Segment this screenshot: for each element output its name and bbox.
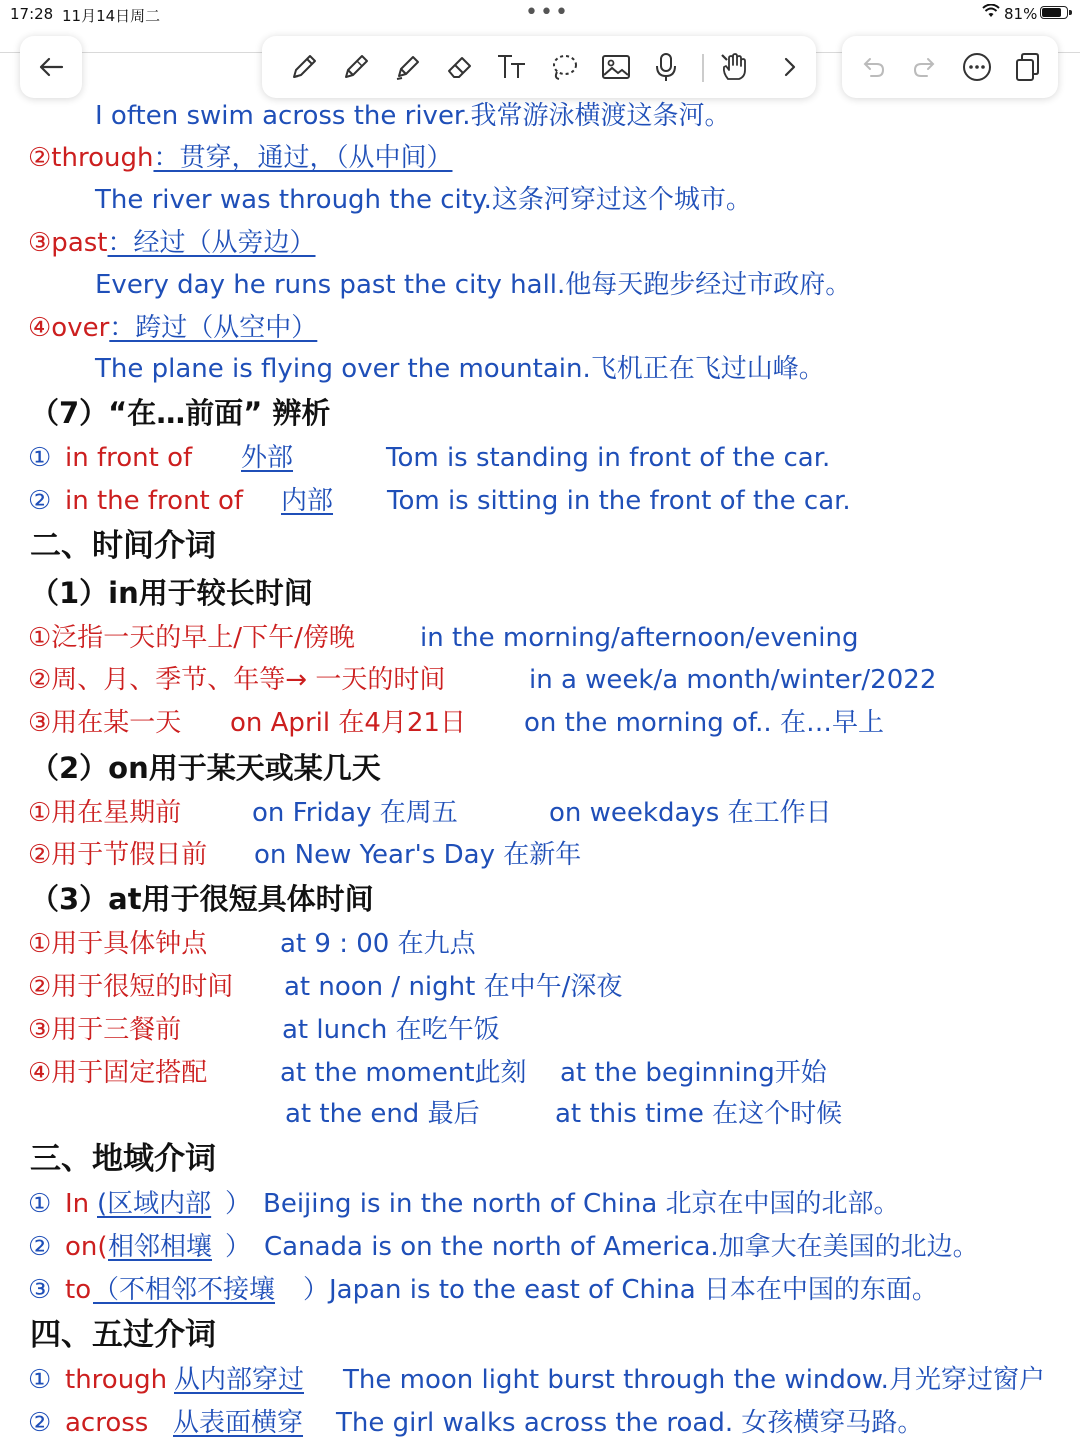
- rule-meaning: ：跨过（从空中）: [109, 313, 318, 343]
- example-phrase: in the morning/afternoon/evening: [420, 623, 859, 653]
- rule-row: [28, 1273, 1068, 1307]
- example-phrase: in a week/a month/winter/2022: [529, 665, 937, 695]
- example-phrase: on Friday 在周五: [252, 798, 458, 828]
- rule-row: [28, 1187, 1068, 1221]
- rule-meaning: 内部: [281, 486, 334, 516]
- subheading: （2）on用于某天或某几天: [30, 751, 381, 785]
- section-heading: 四、五过介词: [30, 1317, 216, 1353]
- rule-row: [28, 796, 1068, 830]
- rule-meaning: ：贯穿，通过，（从中间）: [153, 143, 453, 173]
- number-marker: ③: [28, 1275, 52, 1305]
- example-phrase: at the end 最后: [285, 1099, 480, 1129]
- example-phrase: at lunch 在吃午饭: [282, 1015, 500, 1045]
- rule-row: [28, 970, 1068, 1004]
- rule-label: in front of: [65, 443, 193, 473]
- rule-label: in the front of: [65, 486, 244, 516]
- example-phrase: at the moment此刻: [280, 1058, 527, 1088]
- example-sentence: The river was through the city.这条河穿过这个城市。: [95, 185, 752, 215]
- rule-label: ④用于固定搭配: [28, 1058, 208, 1088]
- battery-percentage: 81%: [1004, 5, 1038, 23]
- example-sentence: Every day he runs past the city hall.他每天跑步经过市政府。: [95, 270, 852, 300]
- rule-label: ③用于三餐前: [28, 1015, 182, 1045]
- rule-row: [28, 838, 1068, 872]
- rule-line: [28, 141, 452, 175]
- example-sentence: Japan is to the east of China 日本在中国的东面。: [329, 1275, 938, 1305]
- rule-label: ②用于很短的时间: [28, 972, 234, 1002]
- subheading: （3）at用于很短具体时间: [30, 882, 374, 916]
- status-time: 17:28: [10, 5, 54, 23]
- example-sentence: The girl walks across the road. 女孩横穿马路。: [336, 1408, 924, 1438]
- section-heading: 三、地域介词: [30, 1141, 216, 1177]
- example-sentence: Tom is sitting in the front of the car.: [387, 486, 851, 516]
- number-marker: ②: [28, 1232, 52, 1262]
- rule-label: ②周、月、季节、年等→ 一天的时间: [28, 665, 446, 695]
- rule-row: [28, 1230, 1068, 1264]
- rule-row: [28, 1013, 1068, 1047]
- rule-meaning: （不相邻不接壤: [93, 1275, 276, 1305]
- bracket-close: ）: [225, 1189, 252, 1219]
- section-heading: 二、时间介词: [30, 528, 216, 564]
- example-phrase: on weekdays 在工作日: [549, 798, 832, 828]
- rule-label: ③past: [28, 228, 108, 258]
- comparison-row: [28, 441, 1068, 475]
- number-marker: ①: [28, 1365, 52, 1395]
- rule-label: on(: [65, 1232, 108, 1262]
- rule-example-red: on April 在4月21日: [230, 708, 466, 738]
- status-date: 11月14日周二: [62, 7, 161, 25]
- number-marker: ①: [28, 1189, 52, 1219]
- number-marker: ①: [28, 443, 52, 473]
- rule-meaning: 从内部穿过: [174, 1365, 305, 1395]
- example-phrase: on the morning of.. 在…早上: [524, 708, 884, 738]
- number-marker: ②: [28, 1408, 52, 1438]
- example-sentence: Tom is standing in front of the car.: [386, 443, 831, 473]
- rule-label: ①用在星期前: [28, 798, 182, 828]
- rule-label: ②through: [28, 143, 154, 173]
- rule-row: [28, 927, 1068, 961]
- subheading: （1）in用于较长时间: [30, 576, 313, 610]
- number-marker: ②: [28, 486, 52, 516]
- example-phrase: at this time 在这个时候: [555, 1099, 843, 1129]
- rule-meaning: (区域内部: [97, 1189, 212, 1219]
- example-sentence: Canada is on the north of America.加拿大在美国的北边。: [264, 1232, 979, 1262]
- bracket-close: ）: [225, 1232, 252, 1262]
- example-sentence: The moon light burst through the window.月光穿过窗户: [343, 1365, 1045, 1395]
- rule-row: [28, 1097, 1068, 1131]
- example-phrase: at the beginning开始: [560, 1058, 827, 1088]
- rule-line: [28, 226, 316, 260]
- example-sentence: I often swim across the river.我常游泳横渡这条河。: [95, 101, 731, 131]
- rule-row: [28, 1056, 1068, 1090]
- rule-row: [28, 663, 1068, 697]
- rule-row: [28, 1406, 1068, 1440]
- rule-label: In: [65, 1189, 90, 1219]
- rule-label: across: [65, 1408, 149, 1438]
- example-phrase: on New Year's Day 在新年: [254, 840, 582, 870]
- comparison-row: [28, 484, 1068, 518]
- example-sentence: Beijing is in the north of China 北京在中国的北部。: [263, 1189, 900, 1219]
- example-sentence: The plane is flying over the mountain.飞机正在飞过山峰。: [95, 354, 825, 384]
- rule-label: through: [65, 1365, 168, 1395]
- subheading: （7）“在…前面” 辨析: [30, 396, 331, 430]
- bracket-close: ）: [303, 1275, 330, 1305]
- rule-meaning: ：经过（从旁边）: [107, 228, 316, 258]
- rule-meaning: 外部: [241, 443, 294, 473]
- rule-row: [28, 1363, 1068, 1397]
- example-phrase: at noon / night 在中午/深夜: [284, 972, 623, 1002]
- rule-label: to: [65, 1275, 92, 1305]
- rule-label: ①用于具体钟点: [28, 929, 208, 959]
- rule-label: ①泛指一天的早上/下午/傍晚: [28, 623, 355, 653]
- multitasking-dots[interactable]: •••: [525, 0, 570, 25]
- rule-meaning: 相邻相壤: [108, 1232, 213, 1262]
- rule-label: ④over: [28, 313, 110, 343]
- rule-label: ③用在某一天: [28, 708, 182, 738]
- rule-label: ②用于节假日前: [28, 840, 208, 870]
- example-phrase: at 9 : 00 在九点: [280, 929, 476, 959]
- rule-meaning: 从表面横穿: [173, 1408, 304, 1438]
- rule-row: [28, 621, 1068, 655]
- rule-line: [28, 311, 317, 345]
- rule-row: [28, 706, 1068, 740]
